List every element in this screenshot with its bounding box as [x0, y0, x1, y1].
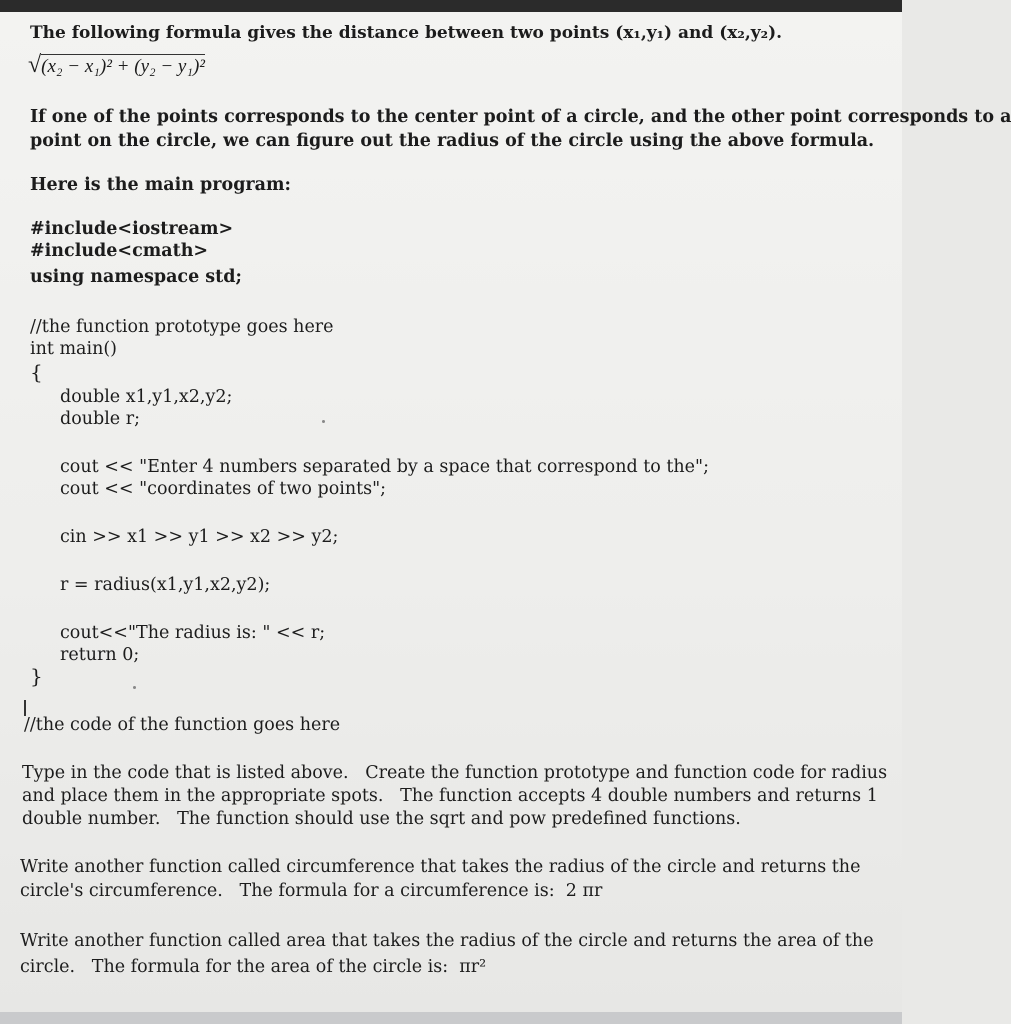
code-return: return 0;	[60, 645, 140, 665]
speck	[322, 420, 325, 423]
code-radius-call: r = radius(x1,y1,x2,y2);	[60, 575, 271, 595]
instruction-2-line-1: Write another function called circumference that takes the radius of the circle and returns the	[20, 857, 861, 877]
code-cout-prompt-1: cout << "Enter 4 numbers separated by a space that correspond to the";	[60, 457, 709, 477]
code-cin-line: cin >> x1 >> y1 >> x2 >> y2;	[60, 527, 339, 547]
code-include-iostream: #include<iostream>	[30, 219, 234, 239]
code-prototype-comment: //the function prototype goes here	[30, 317, 334, 337]
code-using-namespace: using namespace std;	[30, 267, 242, 287]
instruction-3-line-2: circle. The formula for the area of the circle is: πr²	[20, 957, 487, 977]
code-cout-radius: cout<<"The radius is: " << r;	[60, 623, 326, 643]
paragraph-line-1: If one of the points corresponds to the center point of a circle, and the other point corresponds to a	[30, 107, 1011, 127]
distance-formula: √(x₂ − x₁)² + (y₂ − y₁)²	[28, 52, 205, 78]
top-edge	[0, 0, 902, 12]
instruction-2-line-2: circle's circumference. The formula for a circumference is: 2 πr	[20, 881, 603, 901]
paragraph-line-2: point on the circle, we can figure out the radius of the circle using the above formula.	[30, 131, 875, 151]
main-program-heading: Here is the main program:	[30, 175, 291, 195]
code-open-brace: {	[30, 360, 43, 384]
instruction-1-line-1: Type in the code that is listed above. Create the function prototype and function code for radius	[22, 763, 888, 783]
code-cout-prompt-2: cout << "coordinates of two points";	[60, 479, 387, 499]
instruction-3-line-1: Write another function called area that takes the radius of the circle and returns the area of the	[20, 931, 874, 951]
code-include-cmath: #include<cmath>	[30, 241, 209, 261]
code-close-brace: }	[30, 664, 43, 688]
instruction-1-line-2: and place them in the appropriate spots. The function accepts 4 double numbers and returns 1	[22, 786, 878, 806]
code-declare-r: double r;	[60, 409, 140, 429]
code-function-comment: //the code of the function goes here	[24, 715, 341, 735]
speck	[133, 686, 136, 689]
code-declare-doubles: double x1,y1,x2,y2;	[60, 387, 233, 407]
bottom-edge	[0, 1012, 902, 1024]
code-main-signature: int main()	[30, 339, 118, 359]
intro-line: The following formula gives the distance between two points (x₁,y₁) and (x₂,y₂).	[30, 23, 783, 43]
instruction-1-line-3: double number. The function should use the sqrt and pow predefined functions.	[22, 809, 741, 829]
